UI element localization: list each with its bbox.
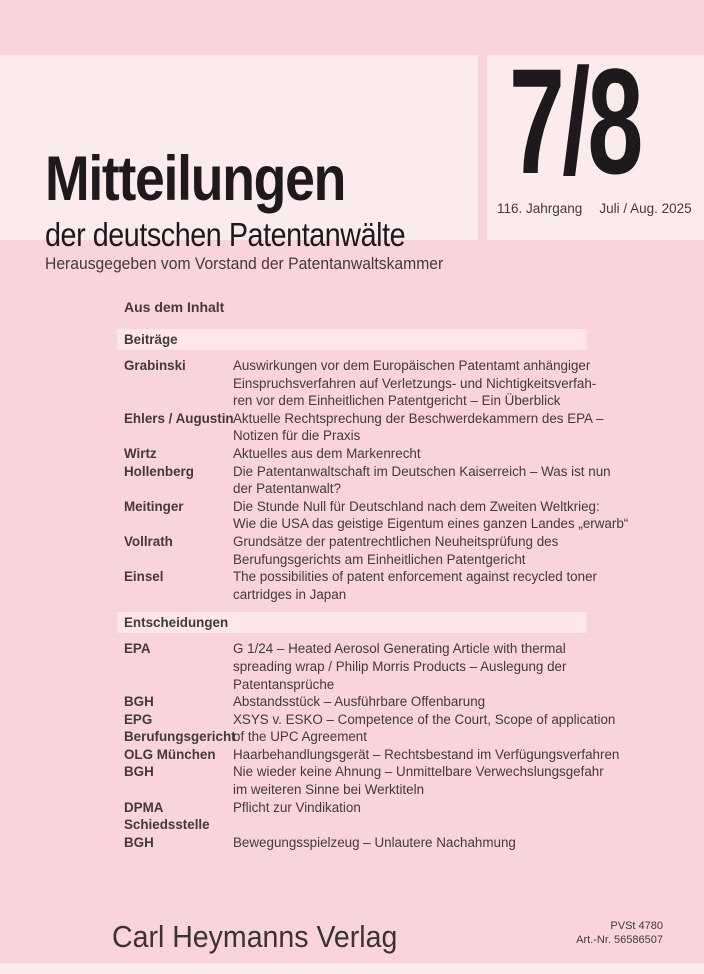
entry-description <box>233 799 587 834</box>
toc-entry <box>124 711 616 746</box>
entry-label-line: EPA <box>124 641 151 657</box>
entry-label-line: BGH <box>124 764 154 780</box>
entry-text-line: Wie die USA das geistige Eigentum eines ganzen Landes „erwarb“ <box>233 516 629 532</box>
toc-entry <box>124 763 604 798</box>
issue-panel <box>487 37 704 240</box>
entry-label-line: OLG München <box>124 746 216 762</box>
article-number: Art.-Nr. 56586507 <box>576 933 663 946</box>
entry-label <box>124 746 233 764</box>
entry-label-line: DPMA <box>124 799 164 815</box>
entry-description <box>233 410 603 445</box>
entry-label-line: EPG <box>124 711 153 727</box>
entry-label <box>124 533 233 568</box>
entry-label <box>124 693 233 711</box>
entry-description <box>233 746 619 764</box>
footer-codes <box>576 920 663 947</box>
entry-label <box>124 568 233 603</box>
journal-subtitle: der deutschen Patentanwälte <box>45 216 406 253</box>
toc-entry <box>124 746 620 764</box>
entry-text-line: Einspruchsverfahren auf Verletzungs- und Nichtigkeitsverfah- <box>233 375 597 391</box>
entry-description <box>233 693 587 711</box>
entry-label <box>124 640 233 693</box>
toc-entry <box>124 533 587 568</box>
toc-entry <box>124 410 604 445</box>
journal-title: Mitteilungen <box>45 144 346 214</box>
entry-label <box>124 357 233 410</box>
section-entries <box>124 357 629 603</box>
toc-entry <box>124 357 597 410</box>
toc-entry <box>124 498 629 533</box>
bottom-strip <box>0 963 704 974</box>
entry-description <box>233 357 596 410</box>
entry-label-line: BGH <box>124 834 154 850</box>
entry-text-line: Abstandsstück – Ausführbare Offenbarung <box>233 694 486 710</box>
entry-description <box>233 463 611 498</box>
entry-description <box>233 763 604 798</box>
section-header-entscheidungen: Entscheidungen <box>117 612 587 633</box>
issue-date: Juli / Aug. 2025 <box>599 201 692 216</box>
entry-text-line: Patentansprüche <box>233 676 335 692</box>
entry-label-line: Berufungsgericht <box>124 729 236 745</box>
masthead-panel <box>0 55 478 273</box>
issue-number: 7/8 <box>509 37 641 205</box>
entry-text-line: Berufungsgerichts am Einheitlichen Patentgericht <box>233 551 526 567</box>
entry-label-line: Hollenberg <box>124 463 194 479</box>
entry-label-line: Schiedsstelle <box>124 817 210 833</box>
entry-label <box>124 410 233 445</box>
entry-label <box>124 834 233 852</box>
entry-label <box>124 763 233 798</box>
toc-heading: Aus dem Inhalt <box>124 299 225 315</box>
entry-text-line: Haarbehandlungsgerät – Rechtsbestand im Verfügungsverfahren <box>233 746 620 762</box>
entry-label <box>124 799 233 834</box>
entry-label-line: BGH <box>124 694 154 710</box>
publisher-line: Herausgegeben vom Vorstand der Patentanwaltskammer <box>45 255 444 273</box>
entry-text-line: Aktuelle Rechtsprechung der Beschwerdekammern des EPA – <box>233 410 604 426</box>
toc-entry <box>124 463 611 498</box>
entry-description <box>233 533 587 568</box>
entry-text-line: spreading wrap / Philip Morris Products – Auslegung der <box>233 658 567 674</box>
entry-text-line: Die Stunde Null für Deutschland nach dem Zweiten Weltkrieg: <box>233 498 600 514</box>
entry-text-line: Notizen für die Praxis <box>233 428 361 444</box>
volume-label: 116. Jahrgang <box>497 201 583 216</box>
pvst-number: PVSt 4780 <box>610 920 663 932</box>
entry-text-line: cartridges in Japan <box>233 586 347 602</box>
entry-label <box>124 463 233 498</box>
entry-text-line: Auswirkungen vor dem Europäischen Patentamt anhängiger <box>233 358 591 373</box>
entry-text-line: XSYS v. ESKO – Competence of the Court, Scope of application <box>233 711 616 727</box>
entry-label-line: Ehlers / Augustin <box>124 410 234 426</box>
toc-entry <box>124 799 587 834</box>
publisher-name: Carl Heymanns Verlag <box>112 919 398 954</box>
entry-text-line: Nie wieder keine Ahnung – Unmittelbare Verwechslungsgefahr <box>233 764 604 780</box>
toc-entry <box>124 834 587 852</box>
toc-entry <box>124 640 587 693</box>
entry-text-line: Aktuelles aus dem Markenrecht <box>233 445 421 461</box>
entry-label <box>124 445 233 463</box>
entry-description <box>233 445 587 463</box>
entry-description <box>233 498 628 533</box>
entry-text-line: of the UPC Agreement <box>233 729 367 745</box>
entry-label-line: Meitinger <box>124 498 184 514</box>
entry-label-line: Wirtz <box>124 445 157 461</box>
toc <box>117 329 629 860</box>
issue-meta <box>497 201 692 216</box>
entry-text-line: Grundsätze der patentrechtlichen Neuheitsprüfung des <box>233 533 559 549</box>
entry-description <box>233 834 587 852</box>
entry-text-line: ren vor dem Einheitlichen Patentgericht – Ein Überblick <box>233 393 561 409</box>
entry-label-line: Vollrath <box>124 533 173 549</box>
entry-label-line: Grabinski <box>124 358 186 373</box>
entry-label-line: Einsel <box>124 569 164 585</box>
entry-description <box>233 711 615 746</box>
entry-text-line: The possibilities of patent enforcement against recycled toner <box>233 569 597 585</box>
toc-entry <box>124 445 587 463</box>
entry-text-line: der Patentanwalt? <box>233 481 341 497</box>
entry-text-line: Bewegungsspielzeug – Unlautere Nachahmung <box>233 834 516 850</box>
entry-label <box>124 498 233 533</box>
entry-description <box>233 568 597 603</box>
entry-text-line: Die Patentanwaltschaft im Deutschen Kaiserreich – Was ist nun <box>233 463 611 479</box>
toc-entry <box>124 568 597 603</box>
entry-text-line: im weiteren Sinne bei Werktiteln <box>233 782 425 798</box>
entry-label <box>124 711 236 746</box>
entry-description <box>233 640 587 693</box>
entry-text-line: G 1/24 – Heated Aerosol Generating Article with thermal <box>233 641 566 657</box>
toc-entry <box>124 693 587 711</box>
section-header-beitr-ge: Beiträge <box>117 329 587 350</box>
section-entries <box>124 640 620 851</box>
entry-text-line: Pflicht zur Vindikation <box>233 799 361 815</box>
